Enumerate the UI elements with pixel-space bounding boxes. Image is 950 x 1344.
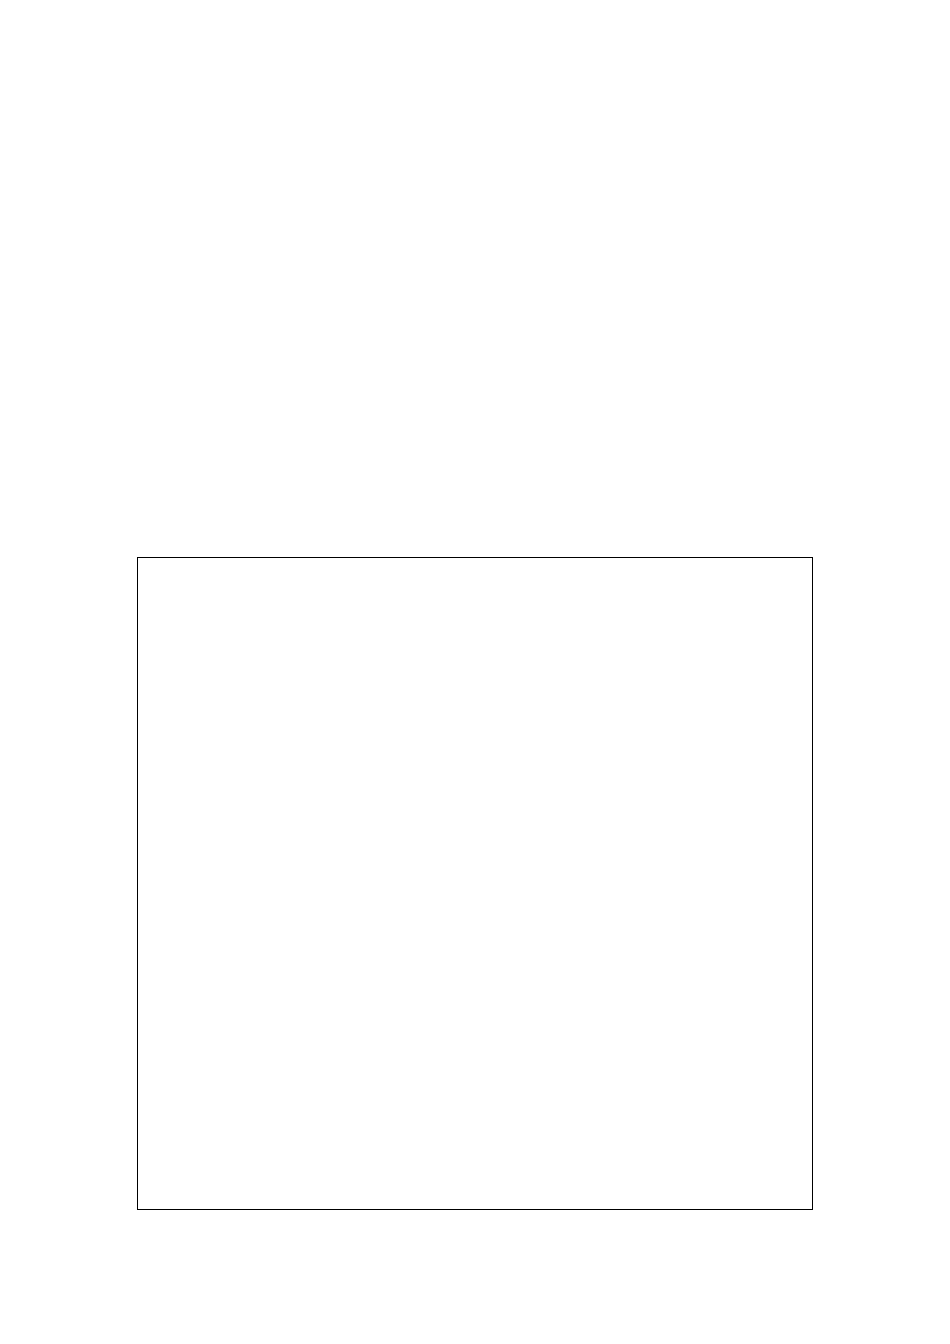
exercise-box [137, 557, 813, 1210]
